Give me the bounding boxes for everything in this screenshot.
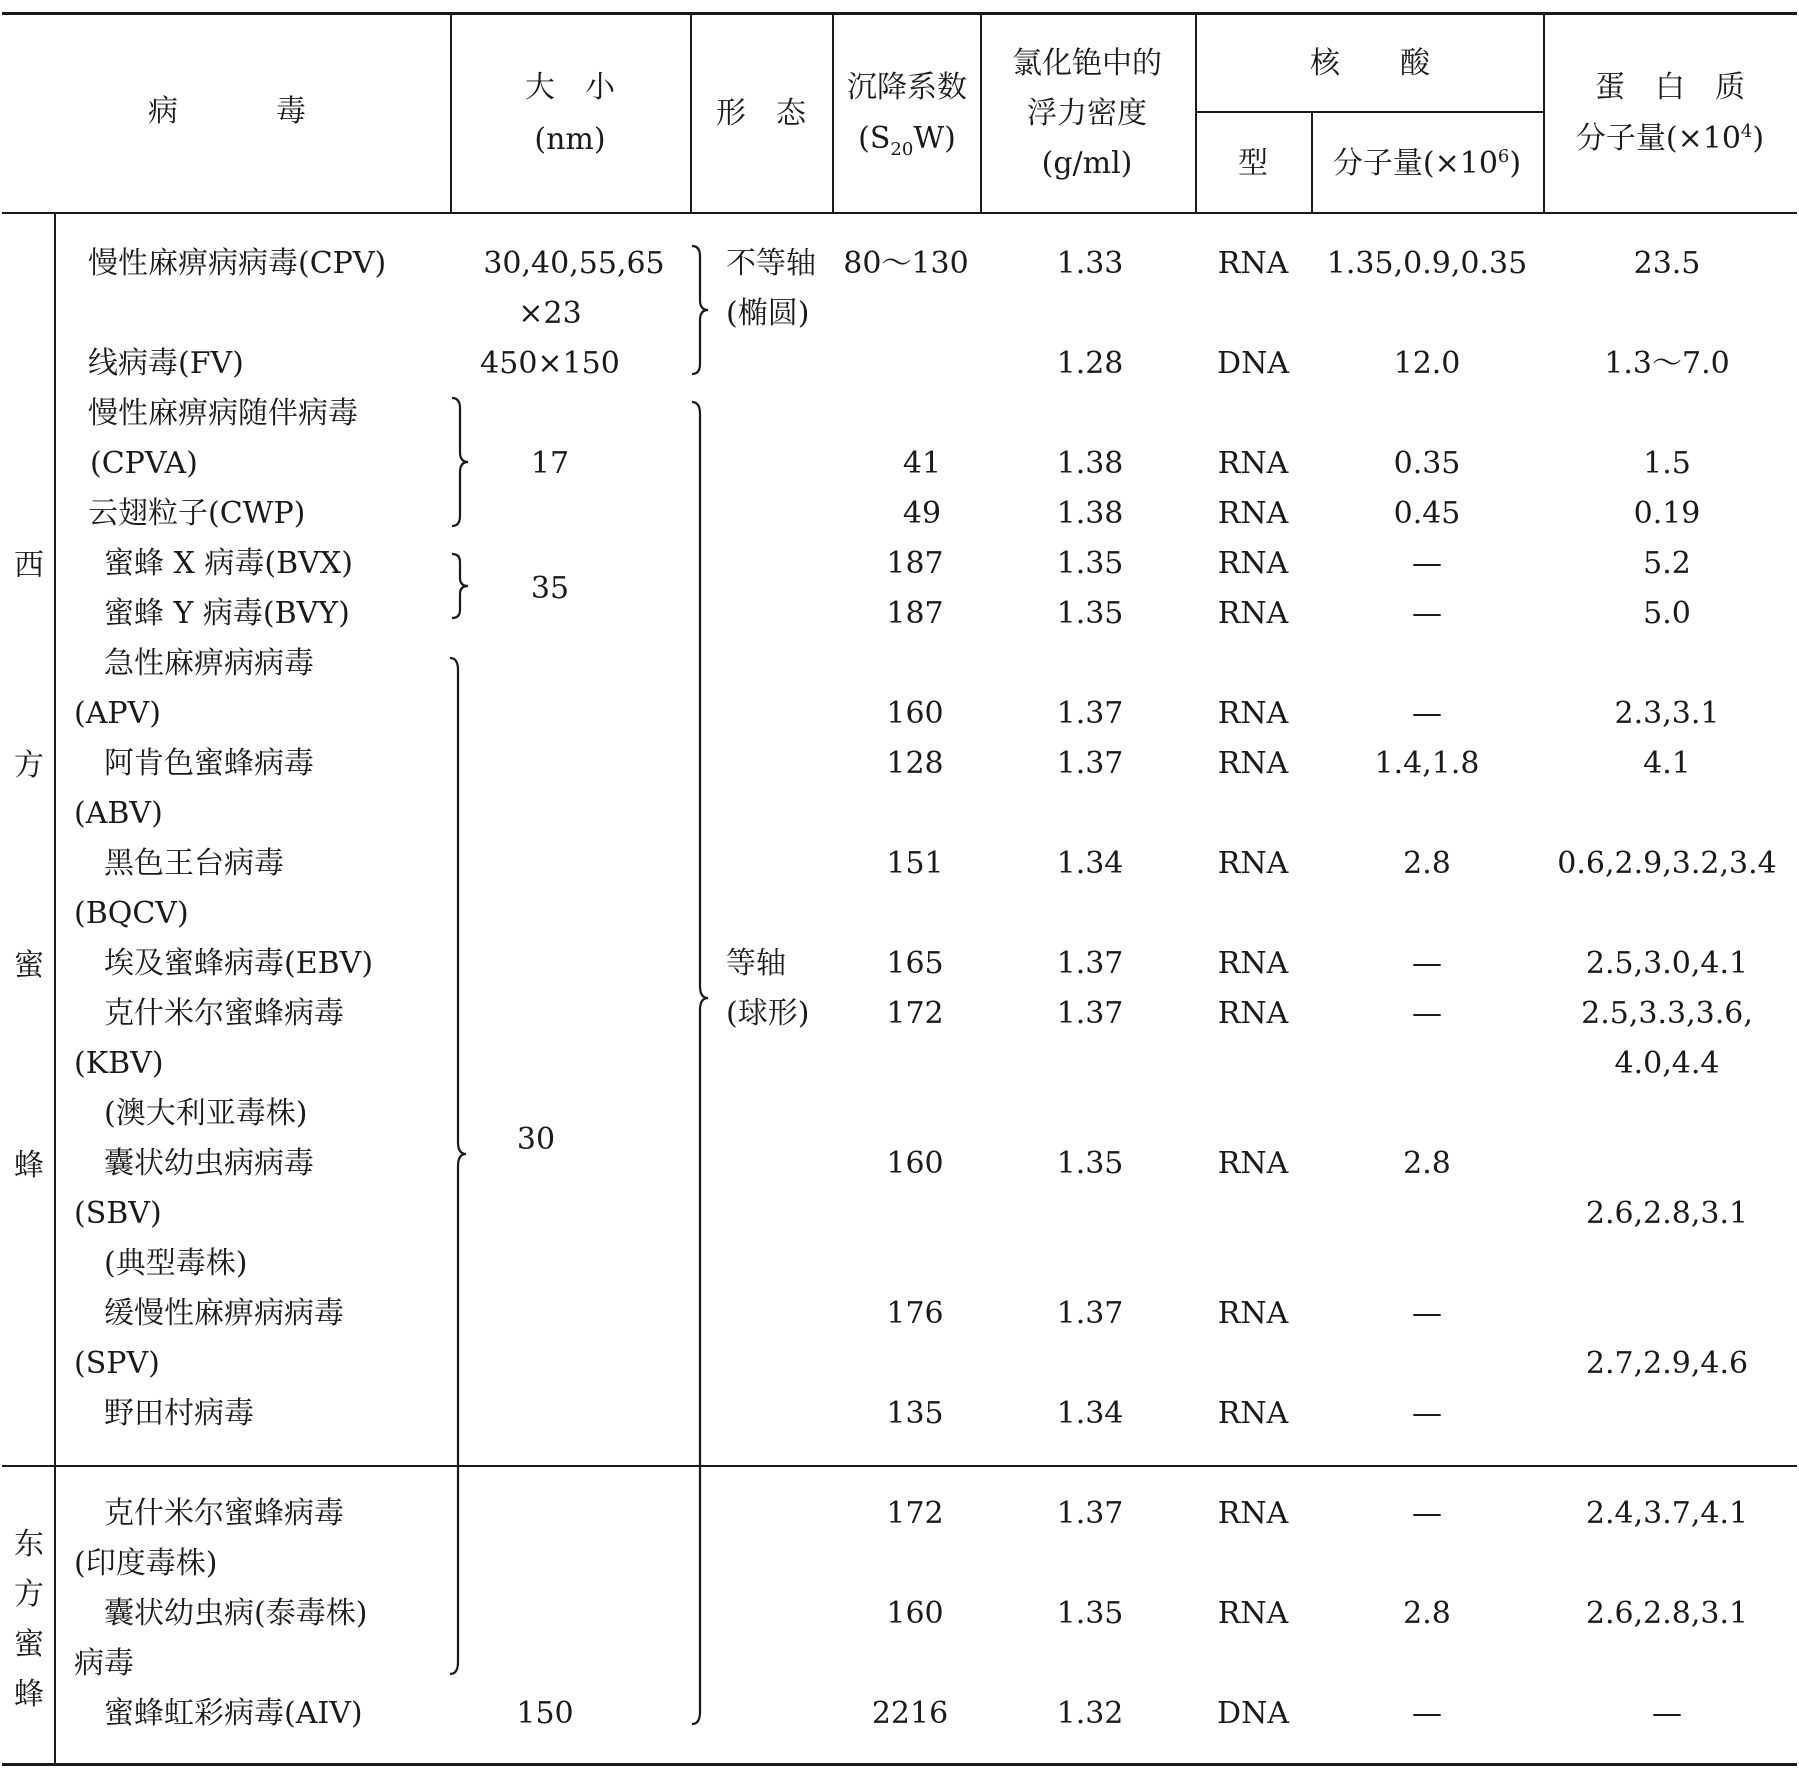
virus-name: 黑色王台病毒 [104,846,284,881]
nucleic-type: RNA [1217,1596,1289,1631]
brace-size-17 [448,396,474,528]
nucleic-type: RNA [1217,1146,1289,1181]
sedimentation-value: 172 [886,1496,944,1531]
shape-label: (椭圆) [726,296,810,331]
nucleic-type: RNA [1217,546,1289,581]
virus-name-abbr: (ABV) [74,796,163,831]
density-value: 1.34 [1056,1396,1124,1431]
density-value: 1.33 [1056,246,1124,281]
header-bottom-rule [2,212,1797,214]
table-top-rule [2,12,1797,15]
virus-name: 埃及蜜蜂病毒(EBV) [104,946,374,981]
size-value: 17 [530,446,570,481]
nucleic-mw: 2.8 [1403,1596,1451,1631]
density-value: 1.37 [1056,746,1124,781]
sedimentation-value: 160 [886,1596,944,1631]
header-divider [1195,14,1197,213]
header-shape: 形 态 [716,96,806,131]
virus-name: 阿肯色蜜蜂病毒 [104,746,314,781]
header-divider [832,14,834,213]
protein-mw: — [1652,1696,1682,1731]
brace-shape-anisometric [688,244,714,376]
sedimentation-value: 160 [886,696,944,731]
group-label-eastern: 方 [14,1577,44,1612]
virus-name: 急性麻痹病病毒 [104,646,314,681]
header-divider [690,14,692,213]
nucleic-type: RNA [1217,696,1289,731]
protein-mw: 2.7,2.9,4.6 [1585,1346,1749,1381]
nucleic-type: RNA [1217,996,1289,1031]
header-divider [980,14,982,213]
virus-name: 囊状幼虫病病毒 [104,1146,314,1181]
protein-mw: 2.4,3.7,4.1 [1585,1496,1749,1531]
density-value: 1.32 [1056,1696,1124,1731]
header-divider [1311,112,1313,213]
sedimentation-value: 2216 [871,1696,949,1731]
protein-mw: 0.19 [1633,496,1701,531]
nucleic-type: RNA [1217,496,1289,531]
protein-mw: 2.3,3.1 [1614,696,1720,731]
virus-name-abbr: (KBV) [74,1046,164,1081]
header-nucleic-mw: 分子量$(\times 10^6)$ [1332,146,1522,181]
size-value: 35 [530,571,570,606]
header-divider [450,14,452,213]
protein-mw: 0.6,2.9,3.2,3.4 [1557,846,1777,881]
group-label-eastern: 蜂 [14,1677,44,1712]
brace-size-30 [446,656,474,1676]
virus-name-cont: 病毒 [74,1646,134,1681]
protein-mw: 2.5,3.0,4.1 [1585,946,1749,981]
virus-strain: (澳大利亚毒株) [104,1096,308,1131]
virus-name: 野田村病毒 [104,1396,254,1431]
virus-name: 蜜蜂 X 病毒(BVX) [104,546,353,581]
shape-label: 等轴 [726,946,786,981]
sedimentation-value: 187 [886,546,944,581]
header-type: 型 [1238,146,1268,181]
nucleic-type: RNA [1217,1396,1289,1431]
virus-name: 慢性麻痹病病毒(CPV) [88,246,387,281]
group-label-western: 蜜 [14,948,44,983]
protein-mw: 4.0,4.4 [1614,1046,1720,1081]
size-value: 30,40,55,65 [483,246,665,281]
header-density: 氯化铯中的 [1012,46,1162,81]
size-value: 150 [516,1696,574,1731]
nucleic-type: DNA [1217,1696,1289,1731]
protein-mw: 2.5,3.3,3.6, [1581,996,1753,1031]
protein-mw: 1.5 [1643,446,1691,481]
nucleic-mw: — [1412,596,1442,631]
group-divider-rule [2,1465,1797,1467]
density-value: 1.37 [1056,946,1124,981]
group-label-western: 方 [14,748,44,783]
brace-size-35 [448,552,474,620]
nucleic-mw: 2.8 [1403,1146,1451,1181]
virus-name-abbr: (BQCV) [74,896,189,931]
density-value: 1.34 [1056,846,1124,881]
header-density-2: 浮力密度 [1027,96,1147,131]
virus-strain: (典型毒株) [104,1246,248,1281]
header-protein-mw: 分子量$(\times 10^4)$ [1575,121,1765,156]
virus-name: 克什米尔蜜蜂病毒 [104,1496,344,1531]
virus-name: 缓慢性麻痹病病毒 [104,1296,344,1331]
nucleic-type: RNA [1217,846,1289,881]
sedimentation-value: 41 [902,446,942,481]
density-value: 1.37 [1056,1496,1124,1531]
group-label-eastern: 东 [14,1527,44,1562]
header-nucleic-acid: 核 酸 [1310,46,1430,81]
density-value: 1.38 [1056,496,1124,531]
nucleic-mw: 0.35 [1393,446,1461,481]
virus-name: 云翅粒子(CWP) [88,496,306,531]
size-value: 30 [516,1122,556,1157]
table-bottom-rule [2,1763,1797,1766]
virus-name: 克什米尔蜜蜂病毒 [104,996,344,1031]
nucleic-mw: — [1412,696,1442,731]
virus-strain: (印度毒株) [74,1546,218,1581]
protein-mw: 5.2 [1643,546,1691,581]
shape-label: (球形) [726,996,810,1031]
virus-name-abbr: (SBV) [74,1196,162,1231]
density-value: 1.28 [1056,346,1124,381]
group-column-divider [54,213,56,1765]
virus-name: 囊状幼虫病(泰毒株) [104,1596,368,1631]
sedimentation-value: 176 [886,1296,944,1331]
sedimentation-value: 172 [886,996,944,1031]
protein-mw: 5.0 [1643,596,1691,631]
nucleic-type: RNA [1217,946,1289,981]
sedimentation-value: 160 [886,1146,944,1181]
virus-name: 蜜蜂 Y 病毒(BVY) [104,596,350,631]
sedimentation-value: 187 [886,596,944,631]
header-size: 大 小 [525,70,615,105]
nucleic-mw: — [1412,1496,1442,1531]
density-value: 1.35 [1056,596,1124,631]
nucleic-type: DNA [1217,346,1289,381]
size-value: ×23 [518,296,582,331]
nucleic-mw: 2.8 [1403,846,1451,881]
header-divider [1543,14,1545,213]
sedimentation-value: 49 [902,496,942,531]
protein-mw: 1.3～7.0 [1604,346,1730,381]
nucleic-acid-subheader-rule [1195,111,1544,113]
density-value: 1.37 [1056,1296,1124,1331]
virus-name: 慢性麻痹病随伴病毒 [88,396,358,431]
nucleic-type: RNA [1217,1296,1289,1331]
virus-name: 蜜蜂虹彩病毒(AIV) [104,1696,363,1731]
header-virus: 病 毒 [148,94,308,129]
protein-mw: 4.1 [1643,746,1691,781]
nucleic-mw: — [1412,546,1442,581]
nucleic-mw: — [1412,946,1442,981]
nucleic-mw: — [1412,996,1442,1031]
size-value: 450×150 [480,346,620,381]
virus-name-abbr: (SPV) [74,1346,160,1381]
nucleic-mw: — [1412,1296,1442,1331]
nucleic-mw: 0.45 [1393,496,1461,531]
virus-name: 线病毒(FV) [88,346,244,381]
sedimentation-value: 135 [886,1396,944,1431]
sedimentation-value: 151 [886,846,944,881]
group-label-western: 蜂 [14,1148,44,1183]
header-protein: 蛋 白 质 [1595,70,1745,105]
brace-shape-isometric [688,400,714,1726]
nucleic-mw: 1.4,1.8 [1374,746,1480,781]
nucleic-mw: — [1412,1396,1442,1431]
header-density-unit: (g/ml) [1041,146,1133,181]
density-value: 1.35 [1056,546,1124,581]
virus-name-abbr: (APV) [74,696,161,731]
nucleic-type: RNA [1217,746,1289,781]
nucleic-mw: 1.35,0.9,0.35 [1326,246,1528,281]
header-sedimentation-unit: $(S_{20}W)$ [858,121,956,160]
nucleic-mw: — [1412,1696,1442,1731]
density-value: 1.37 [1056,696,1124,731]
nucleic-type: RNA [1217,1496,1289,1531]
sedimentation-value: 128 [886,746,944,781]
virus-name-abbr: (CPVA) [90,446,198,481]
density-value: 1.35 [1056,1146,1124,1181]
shape-label: 不等轴 [726,246,816,281]
protein-mw: 2.6,2.8,3.1 [1585,1596,1749,1631]
density-value: 1.38 [1056,446,1124,481]
nucleic-type: RNA [1217,246,1289,281]
sedimentation-value: 165 [886,946,944,981]
nucleic-type: RNA [1217,596,1289,631]
density-value: 1.35 [1056,1596,1124,1631]
nucleic-mw: 12.0 [1393,346,1461,381]
group-label-western: 西 [14,548,44,583]
density-value: 1.37 [1056,996,1124,1031]
protein-mw: 2.6,2.8,3.1 [1585,1196,1749,1231]
nucleic-type: RNA [1217,446,1289,481]
sedimentation-value: 80～130 [843,246,969,281]
protein-mw: 23.5 [1633,246,1701,281]
header-sedimentation: 沉降系数 [847,70,967,105]
header-size-unit: (nm) [534,122,606,157]
group-label-eastern: 蜜 [14,1627,44,1662]
